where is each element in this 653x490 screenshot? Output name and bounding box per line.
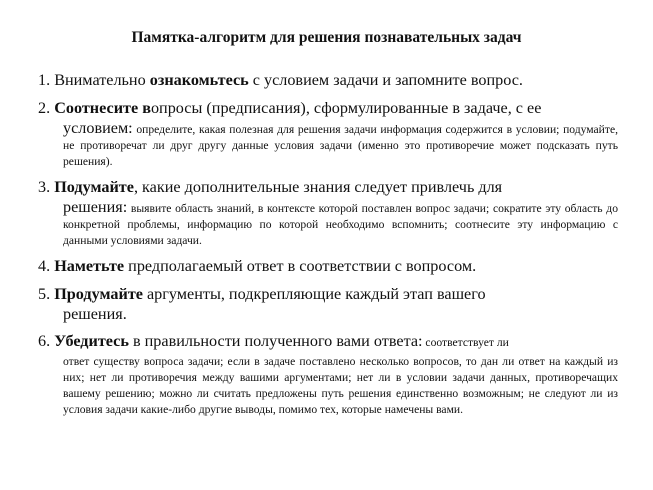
item-3-cont-big: решения: xyxy=(63,198,128,216)
item-5-cont-big: решения. xyxy=(63,305,127,323)
item-2-details xyxy=(38,119,618,170)
item-1-number: 1. xyxy=(38,71,51,89)
item-5-keyword: Продумайте xyxy=(54,285,143,303)
item-3-number: 3. xyxy=(38,178,51,196)
item-4-line xyxy=(38,255,618,277)
item-2-number: 2. xyxy=(38,99,51,117)
item-6-text-post: в правильности полученного вами ответа: xyxy=(128,332,423,350)
list-item-3 xyxy=(38,176,618,249)
item-2-cont-small: определите, какая полезная для решения задачи информация содержится в условии; подумайте, не противоречат ли друг другу данные условия задачи (именно это противоречие может подсказать путь решения). xyxy=(63,123,618,168)
list-item-4 xyxy=(38,255,618,277)
item-4-text-post: предполагаемый ответ в соответствии с вопросом. xyxy=(124,257,477,275)
list-item-1 xyxy=(38,69,618,91)
item-3-line xyxy=(38,176,618,198)
item-3-cont-small: выявите область знаний, в контексте которой поставлен вопрос задачи; сократите эту область до конкретной проблемы, информацию по которой необходимо вспомнить; соотнесите эту информацию с данными условиями задачи. xyxy=(63,202,618,247)
list-item-5 xyxy=(38,283,618,324)
item-5-number: 5. xyxy=(38,285,51,303)
item-5-details xyxy=(38,305,618,324)
item-6-cont-small: ответ существу вопроса задачи; если в задаче поставлено несколько вопросов, то дан ли ответ на каждый из них; нет ли противоречия между вашими аргументами; нет ли в условии задачи данных, противоречащих вашему решению; можно ли считать предложены путь решения единственно возможным; не следуют ли из условия задачи какие-либо другие выводы, помимо тех, которые намечены вами. xyxy=(63,355,618,416)
algorithm-list xyxy=(38,69,618,424)
item-2-line xyxy=(38,97,618,119)
item-3-keyword: Подумайте xyxy=(54,178,134,196)
item-2-cont-big: условием: xyxy=(63,119,133,137)
list-item-2 xyxy=(38,97,618,170)
item-6-number: 6. xyxy=(38,332,51,350)
item-4-number: 4. xyxy=(38,257,51,275)
item-6-text-post-small: соответствует ли xyxy=(422,336,509,349)
item-1-keyword: ознакомьтесь xyxy=(149,71,249,89)
item-6-line xyxy=(38,330,618,354)
item-3-text-post: , какие дополнительные знания следует привлечь для xyxy=(133,178,503,196)
item-3-details xyxy=(38,198,618,249)
item-4-keyword: Наметьте xyxy=(54,257,125,275)
item-5-line xyxy=(38,283,618,305)
page-title: Памятка-алгоритм для решения познавательных задач xyxy=(131,29,522,46)
item-6-keyword: Убедитесь xyxy=(54,332,129,350)
item-1-text-pre: Внимательно xyxy=(50,71,150,89)
item-6-details xyxy=(38,354,618,418)
item-5-text-post: аргументы, подкрепляющие каждый этап вашего xyxy=(142,285,486,303)
item-2-keyword: Соотнесите в xyxy=(54,99,151,117)
item-2-text-post: опросы (предписания), сформулированные в задаче, с ее xyxy=(150,99,542,117)
item-1-text-post: с условием задачи и запомните вопрос. xyxy=(248,71,523,89)
item-1-line xyxy=(38,69,618,91)
list-item-6 xyxy=(38,330,618,418)
